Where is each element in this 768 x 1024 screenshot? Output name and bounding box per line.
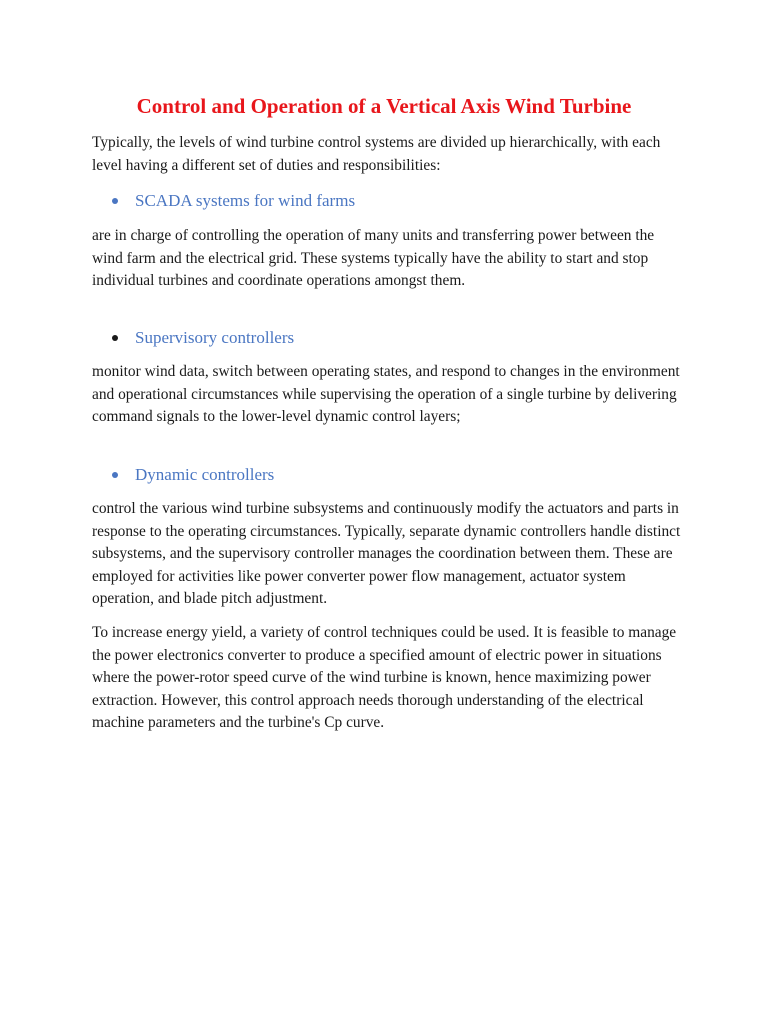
bullet-dot-icon [112,335,118,341]
bullet-dynamic [112,463,672,487]
section-heading: Dynamic controllers [135,465,275,484]
section-body-dynamic: control the various wind turbine subsystems and continuously modify the actuators and parts in response to the operating circumstances. Typically, separate dynamic controllers handle distinct subsystems, and the supervisory controller manages the coordination between them. These are employed for activities like power converter power flow management, actuator system operation, and blade pitch adjustment. [92,500,681,608]
section-body-scada: are in charge of controlling the operation of many units and transferring power between the wind farm and the electrical grid. These systems typically have the ability to start and stop individual turbines and coordinate operations amongst them. [92,227,655,290]
document-title: Control and Operation of a Vertical Axis Wind Turbine [136,94,632,118]
bullet-dot-icon [112,472,118,478]
bullet-scada [112,189,672,213]
conclusion-paragraph: To increase energy yield, a variety of control techniques could be used. It is feasible to manage the power electronics converter to produce a specified amount of electric power in situations where the power-rotor speed curve of the wind turbine is known, hence maximizing power extraction. However, this control approach needs thorough understanding of the electrical machine parameters and the turbine's Cp curve. [92,624,677,732]
section-body-supervisory: monitor wind data, switch between operating states, and respond to changes in the environment and operational circumstances while supervising the operation of a single turbine by delivering command signals to the lower-level dynamic control layers; [92,363,680,426]
bullet-dot-icon [112,198,118,204]
section-heading: SCADA systems for wind farms [135,191,356,210]
intro-paragraph: Typically, the levels of wind turbine control systems are divided up hierarchically, with each level having a different set of duties and responsibilities: [92,134,661,174]
section-heading: Supervisory controllers [135,328,295,347]
bullet-supervisory [112,326,672,350]
